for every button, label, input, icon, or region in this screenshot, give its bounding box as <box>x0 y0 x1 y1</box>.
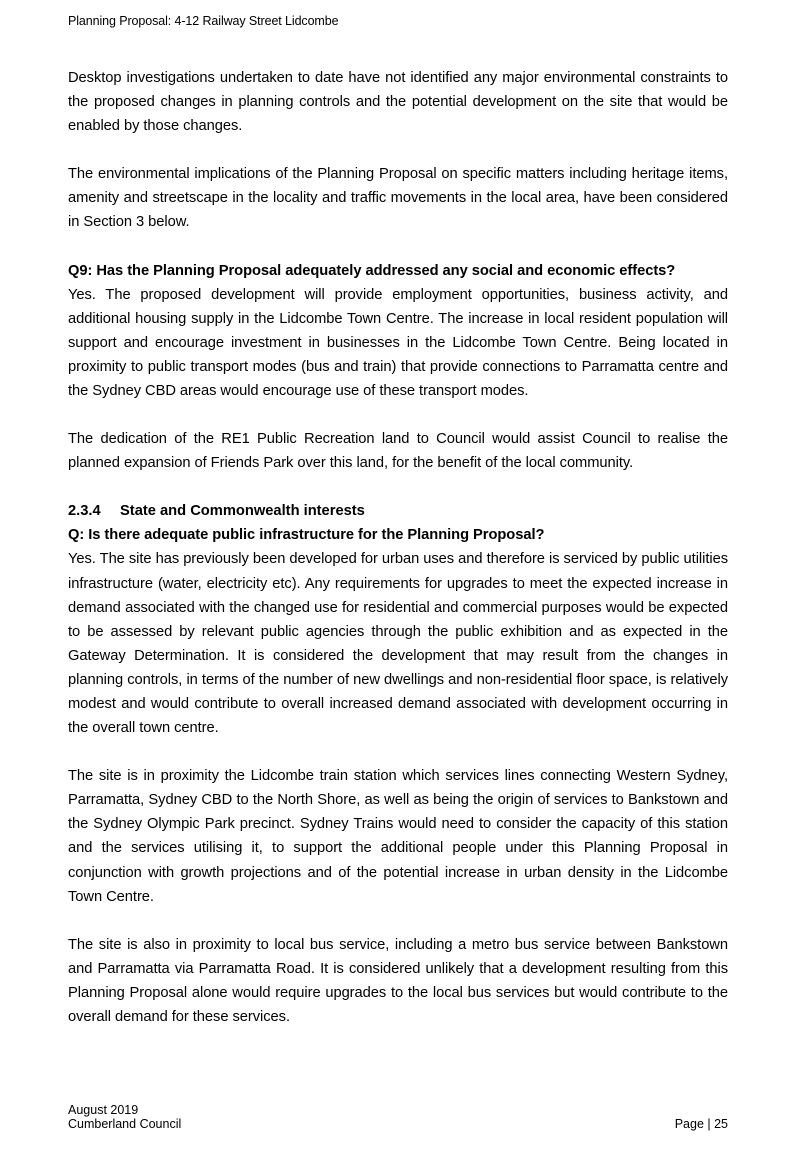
paragraph-infrastructure-answer: Yes. The site has previously been developed for urban uses and therefore is serviced by public utilities infrastructure (water, electricity etc). Any requirements for upgrades to meet the expected increase in demand associated with the changed use for residential and commercial purposes would be expected to be assessed by relevant public agencies through the public exhibition and as expected in the Gateway Determination. It is considered the development that may result from the changes in planning controls, in terms of the number of new dwellings and non-residential floor space, is relatively modest and would contribute to overall increased demand associated with development occurring in the overall town centre. <box>68 551 728 737</box>
question-q9: Q9: Has the Planning Proposal adequately addressed any social and economic effects? <box>68 262 676 279</box>
section-title: State and Commonwealth interests <box>120 503 365 520</box>
paragraph-re1-dedication: The dedication of the RE1 Public Recreation land to Council would assist Council to realise the planned expansion of Friends Park over this land, for the benefit of the local community. <box>68 431 728 472</box>
footer-date: August 2019 <box>68 1103 139 1117</box>
paragraph-environmental-constraints: Desktop investigations undertaken to date have not identified any major environmental constraints to the proposed changes in planning controls and the potential development on the site that would be enabled by those changes. <box>68 70 728 135</box>
page-footer <box>68 1103 728 1131</box>
paragraph-train-station: The site is in proximity the Lidcombe train station which services lines connecting Western Sydney, Parramatta, Sydney CBD to the North Shore, as well as being the origin of services to Bankstown and the Sydney Olympic Park precinct. Sydney Trains would need to consider the capacity of this station and the services utilising it, to support the additional people under this Planning Proposal in conjunction with growth projections and of the potential increase in urban density in the Lidcombe Town Centre. <box>68 768 728 905</box>
footer-organisation: Cumberland Council <box>68 1117 182 1131</box>
section-number: 2.3.4 <box>68 503 101 520</box>
section-heading <box>68 499 728 523</box>
running-header: Planning Proposal: 4-12 Railway Street Lidcombe <box>68 14 339 28</box>
paragraph-environmental-implications: The environmental implications of the Planning Proposal on specific matters including heritage items, amenity and streetscape in the locality and traffic movements in the local area, have been considered in Section 3 below. <box>68 166 728 231</box>
page-body <box>68 66 728 1029</box>
page-number: Page | 25 <box>674 1117 728 1131</box>
question-infrastructure: Q: Is there adequate public infrastructure for the Planning Proposal? <box>68 527 545 544</box>
paragraph-bus-service: The site is also in proximity to local bus service, including a metro bus service between Bankstown and Parramatta via Parramatta Road. It is considered unlikely that a development resulting from this Planning Proposal alone would require upgrades to the local bus services but would contribute to the overall demand for these services. <box>68 936 728 1025</box>
paragraph-social-economic-answer: Yes. The proposed development will provide employment opportunities, business activity, and additional housing supply in the Lidcombe Town Centre. The increase in local resident population will support and encourage investment in businesses in the Lidcombe Town Centre. Being located in proximity to public transport modes (bus and train) that provide connections to Parramatta centre and the Sydney CBD areas would encourage use of these transport modes. <box>68 286 728 400</box>
